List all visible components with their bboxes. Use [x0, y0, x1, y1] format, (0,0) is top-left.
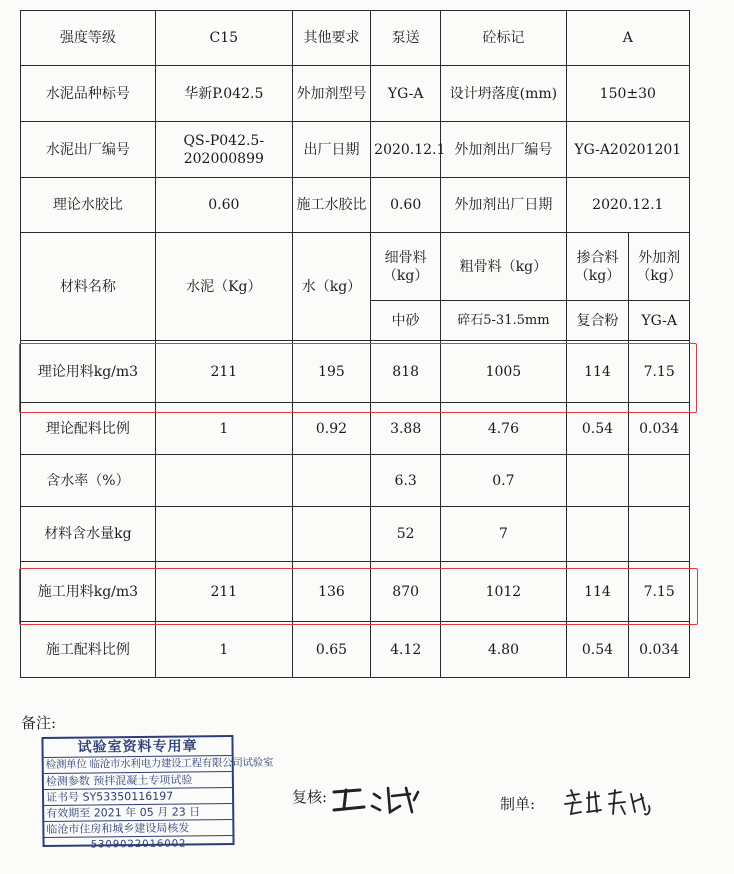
- fine-value: 52: [371, 507, 441, 562]
- value-cell: 0.60: [371, 178, 441, 233]
- row-label: 含水率（%）: [21, 455, 156, 507]
- fine-value: 4.12: [371, 622, 441, 678]
- coarse-value: 4.80: [441, 622, 566, 678]
- data-row: [21, 455, 690, 507]
- mineral-type-cell: 复合粉: [566, 301, 629, 341]
- water-header: 水（kg）: [292, 233, 370, 341]
- chem-value: 0.034: [629, 403, 690, 455]
- coarse-value: 1005: [441, 341, 566, 403]
- row-label: 理论配料比例: [21, 403, 156, 455]
- label-cell: 强度等级: [21, 11, 156, 66]
- stamp-scope: 检测参数 预拌混凝土专项试验: [44, 772, 232, 790]
- data-row: [21, 341, 690, 403]
- stamp-issuer: 临沧市住房和城乡建设局核发: [44, 820, 232, 838]
- remarks-label: 备注:: [21, 714, 57, 732]
- chemical-admixture-header: 外加剂（kg）: [629, 233, 690, 301]
- row-label: 施工配料比例: [21, 622, 156, 678]
- value-cell: YG-A: [371, 66, 441, 122]
- chem-value: 0.034: [629, 622, 690, 678]
- cement-value: [155, 455, 292, 507]
- label-cell: 水泥品种标号: [21, 66, 156, 122]
- mineral-admixture-header: 掺合料（kg）: [566, 233, 629, 301]
- value-cell: 150±30: [566, 66, 689, 122]
- value-cell: 2020.12.1: [371, 122, 441, 178]
- cement-value: [155, 507, 292, 562]
- label-cell: 水泥出厂编号: [21, 122, 156, 178]
- lab-stamp: [41, 735, 274, 851]
- maker-label: 制单:: [500, 795, 536, 813]
- fine-value: 6.3: [371, 455, 441, 507]
- water-value: 195: [292, 341, 370, 403]
- value-cell: A: [566, 11, 689, 66]
- mix-proportion-table: [20, 10, 690, 678]
- header-row: [21, 178, 690, 233]
- chem-value: 7.15: [629, 562, 690, 622]
- maker-signature: [563, 784, 658, 820]
- label-cell: 其他要求: [292, 11, 370, 66]
- fine-type-cell: 中砂: [371, 301, 441, 341]
- data-row: [21, 562, 690, 622]
- cement-value: 211: [155, 562, 292, 622]
- coarse-value: 1012: [441, 562, 566, 622]
- value-cell: 华新P.042.5: [155, 66, 292, 122]
- label-cell: 施工水胶比: [292, 178, 370, 233]
- stamp-cert-no: 证书号 SY53350116197: [44, 788, 232, 806]
- label-cell: 理论水胶比: [21, 178, 156, 233]
- value-cell: QS-P042.5-202000899: [155, 122, 292, 178]
- water-value: 136: [292, 562, 370, 622]
- data-row: [21, 403, 690, 455]
- coarse-value: 4.76: [441, 403, 566, 455]
- mineral-value: 0.54: [566, 403, 629, 455]
- chem-value: [629, 455, 690, 507]
- water-value: 0.92: [292, 403, 370, 455]
- material-header-row: [21, 233, 690, 301]
- value-cell: C15: [155, 11, 292, 66]
- coarse-value: 0.7: [441, 455, 566, 507]
- label-cell: 砼标记: [441, 11, 566, 66]
- cement-value: 1: [155, 622, 292, 678]
- label-cell: 外加剂出厂日期: [441, 178, 566, 233]
- stamp-lab-name: 检测单位 临沧市水利电力建设工程有限公司试验室: [44, 756, 232, 774]
- data-row: [21, 622, 690, 678]
- chem-type-cell: YG-A: [629, 301, 690, 341]
- value-cell: 2020.12.1: [566, 178, 689, 233]
- value-cell: 泵送: [371, 11, 441, 66]
- cement-header: 水泥（Kg）: [155, 233, 292, 341]
- label-cell: 设计坍落度(mm): [441, 66, 566, 122]
- label-cell: 外加剂出厂编号: [441, 122, 566, 178]
- cement-value: 211: [155, 341, 292, 403]
- coarse-aggregate-header: 粗骨料（kg）: [441, 233, 566, 301]
- header-row: [21, 66, 690, 122]
- row-label: 施工用料kg/m3: [21, 562, 156, 622]
- fine-value: 870: [371, 562, 441, 622]
- label-cell: 外加剂型号: [292, 66, 370, 122]
- mineral-value: 114: [566, 341, 629, 403]
- chem-value: [629, 507, 690, 562]
- chem-value: 7.15: [629, 341, 690, 403]
- water-value: [292, 455, 370, 507]
- stamp-validity: 有效期至 2021 年 05 月 23 日: [44, 804, 232, 822]
- review-label: 复核:: [292, 788, 328, 806]
- stamp-title: 试验室资料专用章: [43, 737, 231, 758]
- mineral-value: [566, 455, 629, 507]
- value-cell: YG-A20201201: [566, 122, 689, 178]
- fine-value: 818: [371, 341, 441, 403]
- water-value: 0.65: [292, 622, 370, 678]
- fine-value: 3.88: [371, 403, 441, 455]
- row-label: 材料含水量kg: [21, 507, 156, 562]
- material-name-header: 材料名称: [21, 233, 156, 341]
- fine-aggregate-header: 细骨料（kg）: [371, 233, 441, 301]
- header-row: [21, 122, 690, 178]
- mineral-value: 0.54: [566, 622, 629, 678]
- mineral-value: 114: [566, 562, 629, 622]
- stamp-code: 5309022016002: [90, 838, 187, 851]
- water-value: [292, 507, 370, 562]
- header-row: [21, 11, 690, 66]
- label-cell: 出厂日期: [292, 122, 370, 178]
- coarse-type-cell: 碎石5-31.5mm: [441, 301, 566, 341]
- data-row: [21, 507, 690, 562]
- row-label: 理论用料kg/m3: [21, 341, 156, 403]
- value-cell: 0.60: [155, 178, 292, 233]
- reviewer-signature: [330, 778, 420, 820]
- mineral-value: [566, 507, 629, 562]
- cement-value: 1: [155, 403, 292, 455]
- coarse-value: 7: [441, 507, 566, 562]
